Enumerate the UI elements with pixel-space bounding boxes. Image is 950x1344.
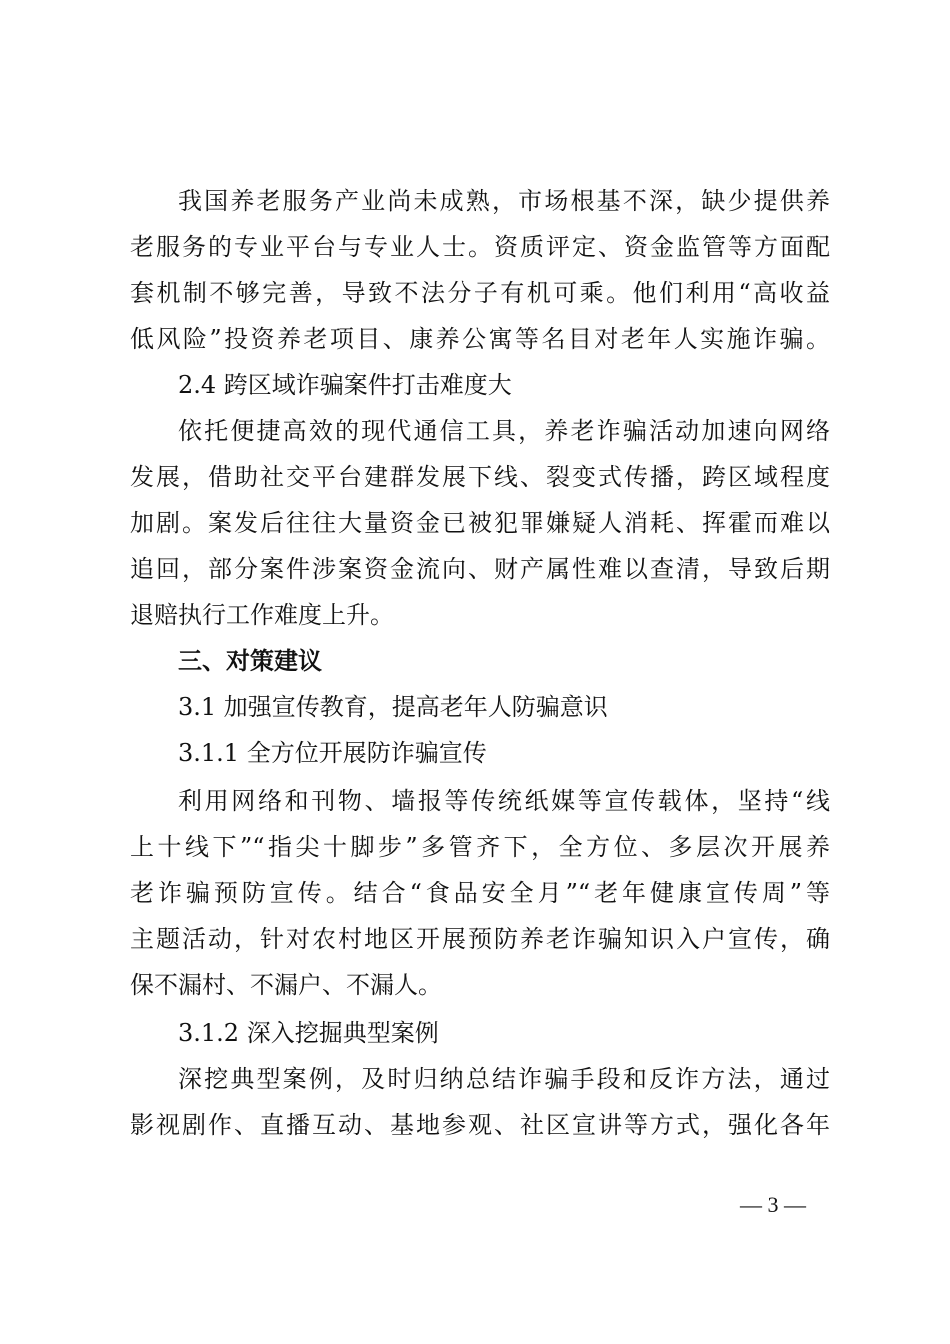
paragraph-line: 主题活动，针对农村地区开展预防养老诈骗知识入户宣传，确 [130,925,830,953]
paragraph-line: 老诈骗预防宣传。结合“食品安全月”“老年健康宣传周”等 [130,879,830,907]
paragraph-line: 追回，部分案件涉案资金流向、财产属性难以查清，导致后期 [130,555,830,583]
chapter-heading: 三、对策建议 [178,646,322,675]
paragraph-line: 老服务的专业平台与专业人士。资质评定、资金监管等方面配 [130,233,830,261]
paragraph-line: 利用网络和刊物、墙报等传统纸媒等宣传载体，坚持“线 [178,787,830,815]
paragraph-line: 上十线下”“指尖十脚步”多管齐下，全方位、多层次开展养 [130,833,830,861]
paragraph-line: 套机制不够完善，导致不法分子有机可乘。他们利用“高收益 [130,279,830,307]
paragraph-line: 发展，借助社交平台建群发展下线、裂变式传播，跨区域程度 [130,463,830,491]
page-number: — 3 — [740,1192,806,1217]
section-heading-3-1: 3.1 加强宣传教育，提高老年人防骗意识 [178,693,608,721]
paragraph-line: 我国养老服务产业尚未成熟，市场根基不深，缺少提供养 [178,187,830,215]
paragraph-line: 保不漏村、不漏户、不漏人。 [130,971,442,999]
paragraph-line: 加剧。案发后往往大量资金已被犯罪嫌疑人消耗、挥霍而难以 [130,509,830,537]
section-heading-3-1-2: 3.1.2 深入挖掘典型案例 [178,1019,439,1047]
paragraph-line: 退赔执行工作难度上升。 [130,601,394,629]
paragraph-line: 影视剧作、直播互动、基地参观、社区宣讲等方式，强化各年 [130,1111,830,1139]
section-heading-2-4: 2.4 跨区域诈骗案件打击难度大 [178,371,512,399]
paragraph-line: 深挖典型案例，及时归纳总结诈骗手段和反诈方法，通过 [178,1065,830,1093]
section-heading-3-1-1: 3.1.1 全方位开展防诈骗宣传 [178,739,487,767]
paragraph-line: 依托便捷高效的现代通信工具，养老诈骗活动加速向网络 [178,417,830,445]
paragraph-line: 低风险”投资养老项目、康养公寓等名目对老年人实施诈骗。 [130,325,830,353]
